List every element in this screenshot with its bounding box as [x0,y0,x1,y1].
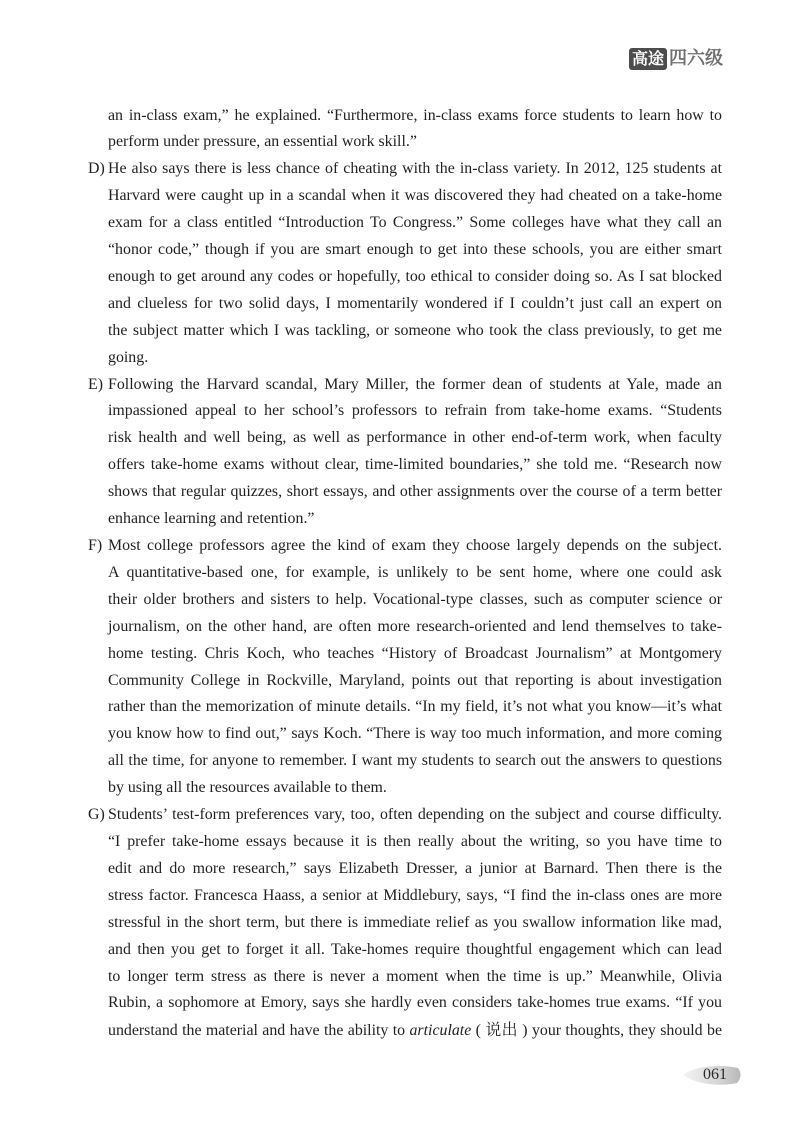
text-line: stressful in the short term, but there is immediate relief as you swallow information like mad, [108,913,722,931]
text-line [108,1017,722,1045]
text-line: journalism, on the other hand, are often more research-oriented and lend themselves to take- [108,617,722,635]
text-line: Most college professors agree the kind of exam they choose largely depends on the subject. [108,537,722,554]
text-line: enhance learning and retention.” [108,510,315,528]
text-line: an in-class exam,” he explained. “Furthermore, in-class exams force students to learn how to [108,106,722,124]
text-line: and clueless for two solid days, I momentarily wondered if I couldn’t just call an expert on [108,294,722,312]
chinese-gloss: 说出 [485,1020,518,1040]
text-line: stress factor. Francesca Haass, a senior at Middlebury, says, “I find the in-class ones are more [108,886,722,904]
text-line: “I prefer take-home essays because it is then really about the writing, so you have time to [108,832,722,850]
text-line: going. [108,348,149,366]
text-segment: understand the material and have the ability to [108,1022,410,1040]
text-line: impassioned appeal to her school’s professors to refrain from take-home exams. “Students [108,402,722,420]
brand-box-text: 高途 [629,48,667,70]
text-line: home testing. Chris Koch, who teaches “History of Broadcast Journalism” at Montgomery [108,644,722,662]
text-line: exam for a class entitled “Introduction To Congress.” Some colleges have what they call an [108,214,722,232]
text-line: their older brothers and sisters to help. Vocational-type classes, such as computer science or [108,590,722,608]
text-segment: ) your thoughts, they should be [517,1022,722,1040]
text-line: enough to get around any codes or hopefully, too ethical to consider doing so. As I sat blocked [108,267,722,285]
text-line: edit and do more research,” says Elizabeth Dresser, a junior at Barnard. Then there is the [108,859,722,877]
text-line: shows that regular quizzes, short essays, and other assignments over the course of a term better [108,483,722,501]
paragraph-e [88,372,722,533]
brand-logo [629,46,723,71]
brand-text: 四六级 [669,47,724,69]
text-line: Community College in Rockville, Maryland, points out that reporting is about investigation [108,671,722,689]
italic-term: articulate [409,1022,472,1040]
text-line: all the time, for anyone to remember. I want my students to search out the answers to questions [108,752,722,770]
text-line: Harvard were caught up in a scandal when it was discovered they had cheated on a take-home [108,187,722,205]
text-line: and then you get to forget it all. Take-homes require thoughtful engagement which can lead [108,940,722,958]
page-number: 061 [703,1066,727,1083]
paragraph-c-continued [108,103,722,157]
text-line: risk health and well being, as well as performance in other end-of-term work, when faculty [108,429,722,447]
text-segment: ( [471,1022,486,1040]
text-line: rather than the memorization of minute details. “In my field, it’s not what you know—it’s what [108,698,722,716]
text-line: Following the Harvard scandal, Mary Miller, the former dean of students at Yale, made an [108,375,722,393]
text-line: He also says there is less chance of cheating with the in-class variety. In 2012, 125 students at [108,160,722,178]
paragraph-label: G) [88,806,105,824]
text-line: offers take-home exams without clear, time-limited boundaries,” she told me. “Research now [108,456,722,474]
text-line: the subject matter which I was tackling, or someone who took the class previously, to get me [108,321,722,339]
text-line: to longer term stress as there is never a moment when the time is up.” Meanwhile, Olivia [108,967,722,985]
body-text [88,103,722,1046]
text-line: A quantitative-based one, for example, is unlikely to be sent home, where one could ask [108,563,722,581]
text-line: Rubin, a sophomore at Emory, says she hardly even considers take-homes true exams. “If you [108,994,722,1012]
paragraph-label: E) [88,375,103,393]
text-line: you know how to find out,” says Koch. “There is way too much information, and more coming [108,725,722,743]
text-line: “honor code,” though if you are smart enough to get into these schools, you are either smart [108,241,722,259]
paragraph-d [88,156,722,371]
paragraph-label: F) [88,537,103,554]
paragraph-f [88,533,722,802]
text-line: Students’ test-form preferences vary, too, often depending on the subject and course difficulty. [108,806,722,824]
paragraph-label: D) [88,160,105,178]
text-line: by using all the resources available to them. [108,779,387,797]
text-line: perform under pressure, an essential work skill.” [108,133,417,151]
paragraph-g [88,802,722,1045]
